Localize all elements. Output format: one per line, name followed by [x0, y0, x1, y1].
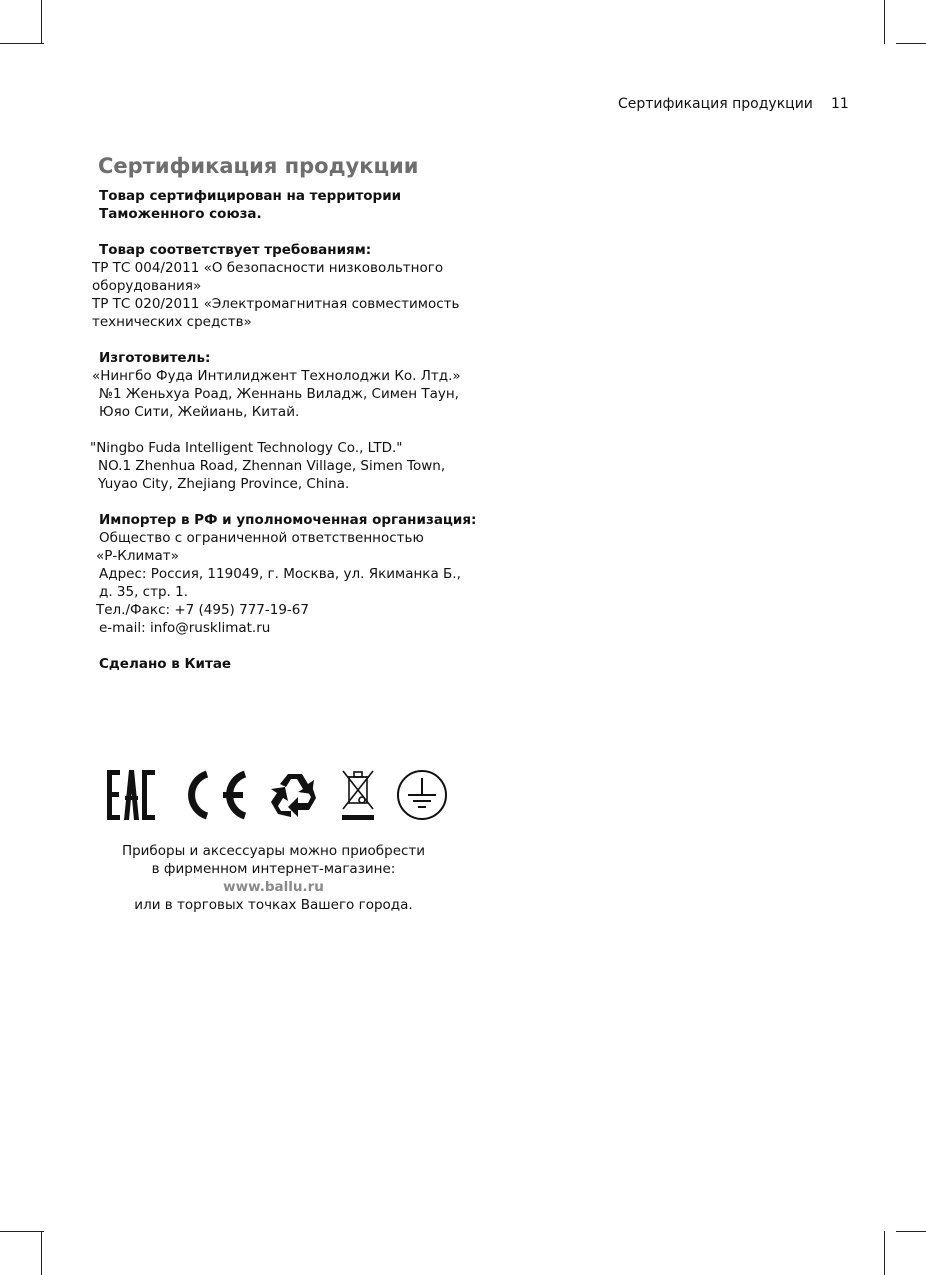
shop-line: Приборы и аксессуары можно приобрести — [121, 843, 426, 859]
shop-url-link[interactable]: www.ballu.ru — [223, 879, 324, 895]
crop-mark — [41, 1231, 42, 1275]
importer-section — [96, 511, 476, 637]
manufacturer-en-line: Yuyao City, Zhejiang Province, China. — [98, 476, 350, 492]
importer-line: д. 35, стр. 1. — [99, 584, 188, 600]
certification-marks — [105, 768, 455, 822]
shop-line: в фирменном интернет-магазине: — [151, 861, 396, 877]
manufacturer-ru-line: «Нингбо Фуда Интилиджент Технолоджи Ко. Лтд.» — [92, 368, 461, 384]
crop-mark — [41, 0, 42, 44]
crop-mark — [884, 1231, 885, 1275]
crop-mark — [884, 0, 885, 44]
eac-mark-icon — [105, 768, 157, 822]
manufacturer-en-line: "Ningbo Fuda Intelligent Technology Co., LTD." — [90, 440, 403, 456]
crop-mark — [0, 43, 44, 44]
requirements-section — [92, 241, 476, 331]
made-in: Сделано в Китае — [99, 656, 232, 672]
importer-label: Импортер в РФ и уполномоченная организация: — [99, 512, 477, 528]
page-number: 11 — [831, 96, 849, 112]
manufacturer-section — [92, 349, 476, 421]
recycle-icon — [268, 768, 322, 822]
weee-crossed-bin-icon — [340, 768, 376, 822]
manufacturer-ru-line: Юяо Сити, Жейиань, Китай. — [99, 404, 300, 420]
crop-mark — [896, 43, 926, 44]
shop-info — [96, 842, 451, 914]
manufacturer-en-section — [90, 439, 476, 493]
certified-line: Товар сертифицирован на территории — [99, 188, 402, 204]
requirement-line: ТР ТС 004/2011 «О безопасности низковольтного — [92, 260, 444, 276]
crop-mark — [0, 1231, 44, 1232]
requirement-line: технических средств» — [92, 314, 252, 330]
page-title: Сертификация продукции — [98, 154, 419, 178]
certified-statement — [96, 187, 476, 223]
crop-mark — [896, 1231, 926, 1232]
ground-earth-icon — [395, 768, 449, 822]
manufacturer-en-line: NO.1 Zhenhua Road, Zhennan Village, Simen Town, — [98, 458, 446, 474]
certified-line: Таможенного союза. — [99, 206, 262, 222]
requirements-label: Товар соответствует требованиям: — [99, 242, 372, 258]
requirement-line: ТР ТС 020/2011 «Электромагнитная совместимость — [92, 296, 460, 312]
manufacturer-label: Изготовитель: — [99, 350, 211, 366]
shop-line: или в торговых точках Вашего города. — [134, 897, 413, 913]
manufacturer-ru-line: №1 Женьхуа Роад, Женнань Виладж, Симен Таун, — [99, 386, 459, 402]
ce-mark-icon — [175, 768, 250, 822]
requirement-line: оборудования» — [92, 278, 202, 294]
importer-line: Тел./Факс: +7 (495) 777-19-67 — [96, 602, 309, 618]
importer-line: Адрес: Россия, 119049, г. Москва, ул. Якиманка Б., — [99, 566, 461, 582]
importer-line: Общество с ограниченной ответственностью — [99, 530, 424, 546]
certification-content — [90, 153, 477, 673]
importer-line: «Р-Климат» — [96, 548, 179, 564]
running-header — [0, 96, 926, 116]
header-title: Сертификация продукции — [618, 96, 813, 112]
importer-email: e-mail: info@rusklimat.ru — [99, 620, 271, 636]
